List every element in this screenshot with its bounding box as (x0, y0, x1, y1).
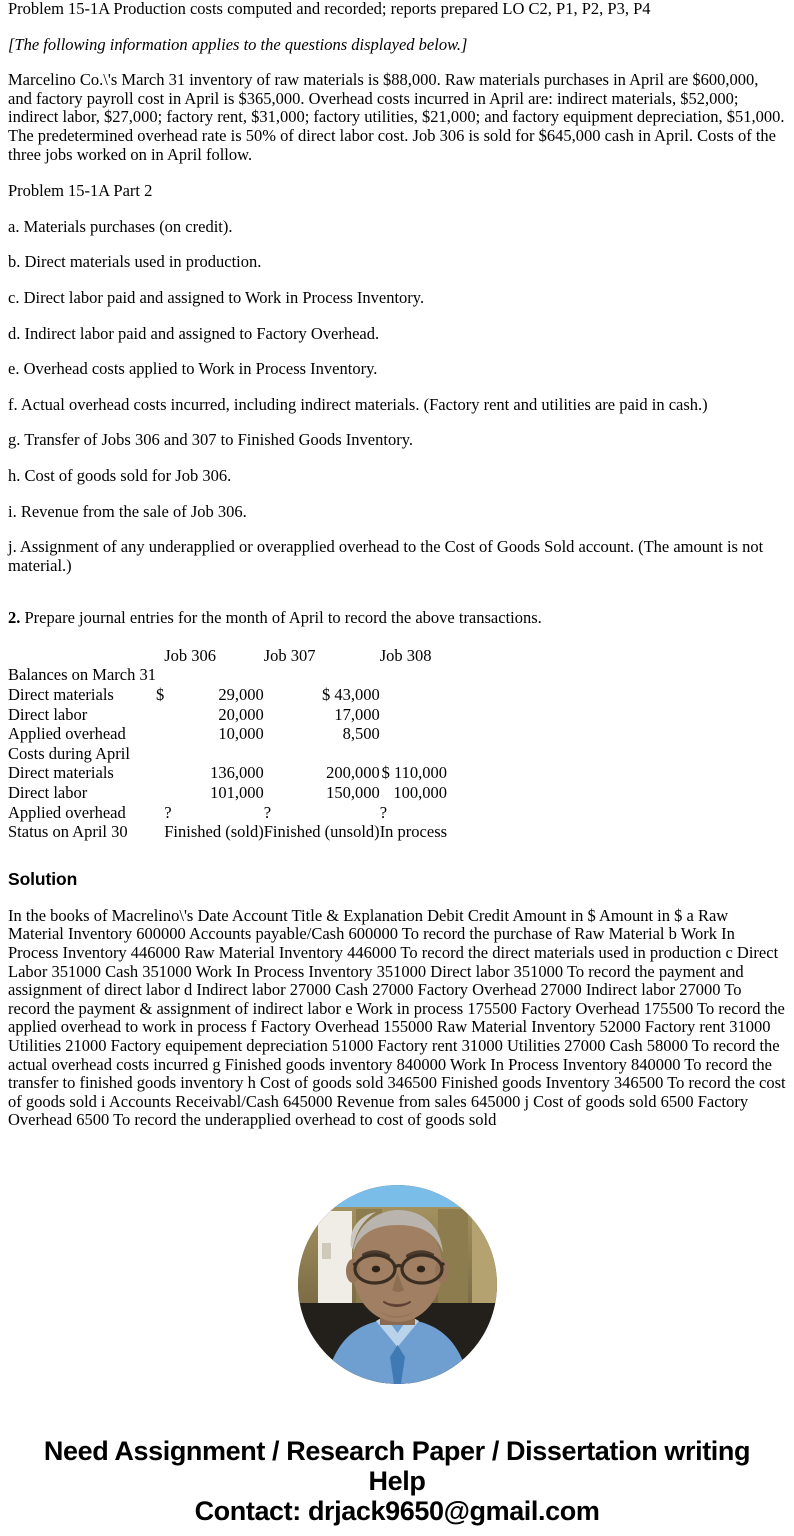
cell-job308-applied-overhead-march (380, 724, 447, 744)
cell-job306-applied-overhead-april: ? (164, 802, 172, 822)
cell-job307-direct-materials-april: 200,000 (326, 763, 380, 783)
requirement-number: 2. (8, 608, 21, 628)
transaction-item-h: h. Cost of goods sold for Job 306. (8, 465, 232, 485)
currency-symbol-cell: $ (156, 685, 165, 705)
cell-job307-applied-overhead-march: 8,500 (342, 724, 380, 744)
transaction-item-g: g. Transfer of Jobs 306 and 307 to Finished Goods Inventory. (8, 430, 413, 450)
transaction-item-e: e. Overhead costs applied to Work in Process Inventory. (8, 359, 378, 379)
table-row (8, 783, 447, 803)
spacer (8, 236, 786, 253)
currency-symbol-cell (156, 724, 164, 744)
cell-job308-direct-materials-march (380, 685, 447, 705)
empty-cell (380, 744, 447, 764)
transaction-item-c: c. Direct labor paid and assigned to Work in Process Inventory. (8, 287, 425, 307)
currency-symbol-cell (156, 783, 164, 803)
currency-symbol-cell (156, 763, 164, 783)
promo-line-2: writing Help (368, 1435, 751, 1496)
currency-symbol-cell (156, 705, 164, 725)
table-row (8, 803, 447, 823)
row-label-applied-overhead-march: Applied overhead (8, 724, 126, 744)
spacer (8, 308, 786, 325)
spacer (8, 486, 786, 503)
header-corner-cell (8, 646, 156, 666)
cell-job307-direct-labor-march: 17,000 (334, 704, 380, 724)
cell-job307-direct-materials-march: $ 43,000 (321, 685, 380, 705)
cell-job306-direct-labor-march: 20,000 (218, 704, 264, 724)
cell-job306-direct-materials-april: 136,000 (210, 763, 264, 783)
requirement-2 (8, 609, 786, 628)
cell-job306-applied-overhead-march: 10,000 (218, 724, 264, 744)
solution-body: In the books of Macrelino\'s Date Account Title & Explanation Debit Credit Amount in $ Amount in $ a Raw Material Inventory 600000 Accounts payable/Cash 600000 To record the purchase of Raw Material b Work In Process Inventory 446000 Raw Material Inventory 446000 To record the direct materials used in production c Direct Labor 351000 Cash 351000 Work In Process Inventory 351000 Direct labor 351000 To record the payment and assignment of direct labor d Indirect labor 27000 Cash 27000 Factory Overhead 27000 Indirect labor 27000 To record the payment & assignment of indirect labor e Work in process 175500 Factory Overhead 175500 To record the applied overhead to work in process f Factory Overhead 155000 Raw Material Inventory 52000 Factory rent 31000 Utilities 21000 Factory equipement depreciation 51000 Factory rent 31000 Utilities 27000 Cash 58000 To record the actual overhead costs incurred g Finished goods inventory 840000 Work In Process Inventory 840000 To record the transfer to finished goods inventory h Cost of goods sold 346500 Finished goods Inventory 346500 To record the cost of goods sold i Accounts Receivabl/Cash 645000 Revenue from sales 645000 j Cost of goods sold 6500 Factory Overhead 6500 To record the underapplied overhead to cost of goods sold (8, 905, 786, 1130)
table-row-status (8, 822, 447, 842)
cell-job308-status: In process (379, 822, 448, 842)
transaction-item-b: b. Direct materials used in production. (8, 252, 262, 272)
empty-cell (156, 822, 164, 842)
empty-cell (380, 665, 447, 685)
spacer (8, 628, 786, 646)
spacer (8, 521, 786, 538)
row-label-direct-materials-april: Direct materials (8, 763, 114, 783)
table-header-row (8, 646, 447, 666)
cell-job308-applied-overhead-april: ? (379, 802, 388, 822)
transaction-item-d: d. Indirect labor paid and assigned to Factory Overhead. (8, 323, 380, 343)
section-label-costs-during-april: Costs during April (8, 743, 130, 763)
cell-job306-status: Finished (sold) (164, 822, 264, 842)
problem-title: Problem 15-1A Production costs computed and recorded; reports prepared LO C2, P1, P2, P3, P4 (8, 0, 651, 18)
spacer (8, 575, 786, 609)
empty-cell (164, 744, 263, 764)
empty-cell (164, 665, 263, 685)
cell-job306-direct-labor-april: 101,000 (210, 783, 264, 803)
spacer (8, 414, 786, 431)
cell-job308-direct-labor-march (380, 705, 447, 725)
table-row (8, 724, 447, 744)
spacer (8, 1384, 786, 1436)
promo-block (8, 1436, 786, 1526)
table-row (8, 685, 447, 705)
row-label-direct-labor-march: Direct labor (8, 704, 88, 724)
empty-cell (264, 665, 380, 685)
section-label-balances: Balances on March 31 (8, 665, 156, 685)
requirement-text: Prepare journal entries for the month of April to record the above transactions. (24, 608, 542, 628)
spacer (8, 450, 786, 467)
avatar (298, 1185, 497, 1384)
column-header-job-306: Job 306 (164, 645, 217, 665)
cell-job307-status: Finished (unsold) (263, 822, 380, 842)
transaction-item-a: a. Materials purchases (on credit). (8, 216, 233, 236)
spacer (8, 889, 786, 907)
header-dollar-cell (156, 646, 164, 666)
spacer (8, 343, 786, 360)
spacer (8, 201, 786, 218)
currency-symbol-cell (156, 803, 164, 823)
transaction-item-j: j. Assignment of any underapplied or overapplied overhead to the Cost of Goods Sold account. (The amount is not material.) (8, 537, 764, 575)
promo-line-3: Contact: drjack9650@gmail.com (194, 1495, 600, 1526)
row-label-applied-overhead-april: Applied overhead (8, 802, 126, 822)
spacer (8, 19, 786, 36)
part-heading: Problem 15-1A Part 2 (8, 181, 153, 201)
cell-job307-applied-overhead-april: ? (263, 802, 272, 822)
row-label-status-on-april-30: Status on April 30 (8, 822, 128, 842)
jobs-cost-table (8, 646, 447, 842)
cell-job306-direct-materials-march: 29,000 (218, 685, 264, 705)
empty-cell (156, 665, 164, 685)
spacer (8, 842, 786, 869)
info-note: [The following information applies to the questions displayed below.] (8, 34, 468, 54)
column-header-job-308: Job 308 (379, 645, 432, 665)
spacer (8, 54, 786, 71)
transaction-item-f: f. Actual overhead costs incurred, including indirect materials. (Factory rent and utilities are paid in cash.) (8, 394, 708, 414)
transaction-item-i: i. Revenue from the sale of Job 306. (8, 501, 247, 521)
spacer (8, 164, 786, 182)
solution-heading: Solution (8, 868, 78, 889)
column-header-job-307: Job 307 (263, 645, 316, 665)
table-row (8, 763, 447, 783)
spacer (8, 272, 786, 289)
row-label-direct-materials-march: Direct materials (8, 685, 114, 705)
promo-line-1: Need Assignment / Research Paper / Dissertation (43, 1435, 658, 1466)
cell-job307-direct-labor-april: 150,000 (326, 783, 380, 803)
row-label-direct-labor-april: Direct labor (8, 783, 88, 803)
spacer (8, 1130, 786, 1185)
scenario-paragraph: Marcelino Co.\'s March 31 inventory of raw materials is $88,000. Raw materials purchases in April are $600,000, and factory payroll cost in April is $365,000. Overhead costs incurred in April are: indirect materials, $52,000; indirect labor, $27,000; factory rent, $31,000; factory utilities, $21,000; and factory equipment depreciation, $51,000. The predetermined overhead rate is 50% of direct labor cost. Job 306 is sold for $645,000 cash in April. Costs of the three jobs worked on in April follow. (8, 70, 785, 164)
spacer (8, 379, 786, 396)
empty-cell (156, 744, 164, 764)
profile-photo-illustration (298, 1185, 497, 1384)
cell-job308-direct-materials-april: $ 110,000 (381, 763, 448, 783)
avatar-container (8, 1185, 786, 1384)
table-section-balances (8, 665, 447, 685)
table-row (8, 705, 447, 725)
cell-job308-direct-labor-april: 100,000 (393, 783, 448, 803)
empty-cell (264, 744, 380, 764)
table-section-april (8, 744, 447, 764)
